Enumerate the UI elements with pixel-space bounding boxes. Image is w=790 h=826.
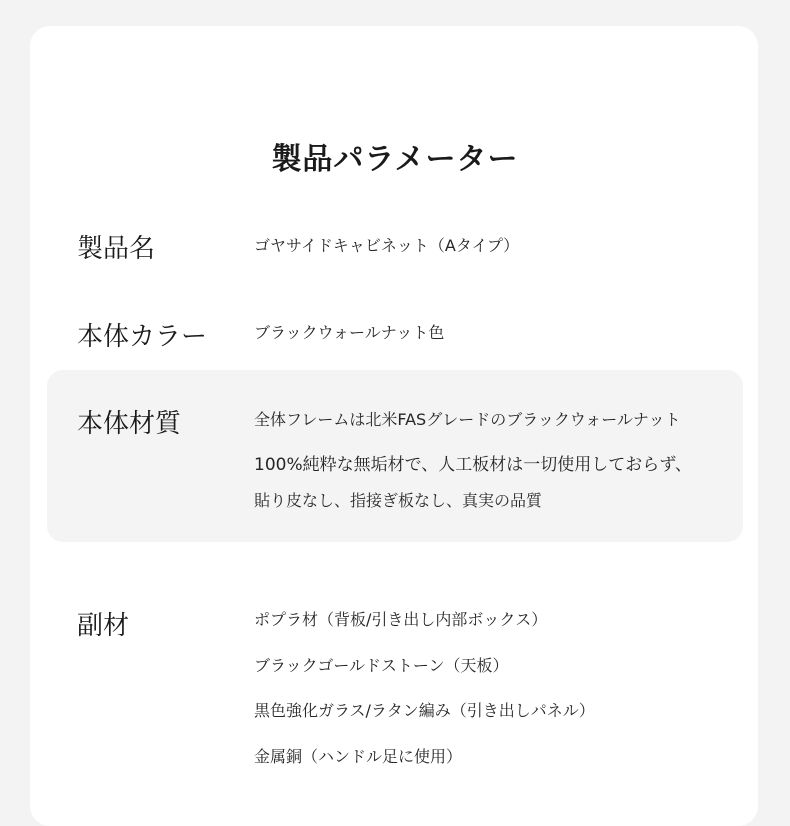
sub-material-label: 副材 [77,611,130,641]
product-name-value: ゴヤサイドキャビネット（Aタイプ） [254,236,520,255]
body-material-line-1: 全体フレームは北米FASグレードのブラックウォールナット [254,410,681,429]
product-name-label: 製品名 [77,234,156,264]
body-material-label: 本体材質 [77,409,182,439]
body-color-label: 本体カラー [77,322,208,352]
sub-material-line-2: ブラックゴールドストーン（天板） [254,656,509,675]
page-title: 製品パラメーター [271,142,519,178]
sub-material-line-1: ポプラ材（背板/引き出し内部ボックス） [254,610,548,629]
sub-material-line-4: 金属銅（ハンドル足に使用） [254,747,463,766]
body-material-line-2: 100%純粋な無垢材で、人工板材は一切使用しておらず、 [254,455,692,475]
body-material-line-3: 貼り皮なし、指接ぎ板なし、真実の品質 [254,491,543,510]
body-color-value: ブラックウォールナット色 [254,323,445,342]
sub-material-line-3: 黒色強化ガラス/ラタン編み（引き出しパネル） [254,701,595,720]
